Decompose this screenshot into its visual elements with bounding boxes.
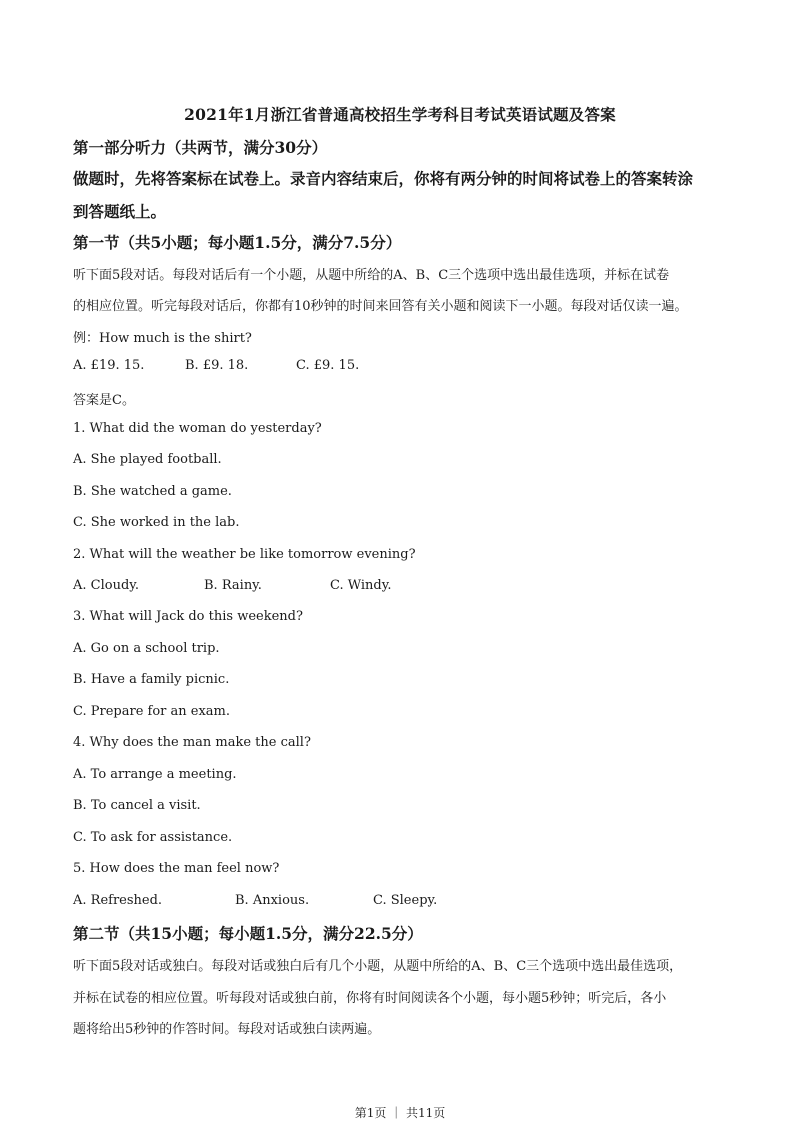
- q1-question: 1. What did the woman do yesterday?: [73, 421, 322, 436]
- q3-option-b: B. Have a family picnic.: [73, 672, 230, 687]
- section1-directions-line-1: 听下面5段对话。每段对话后有一个小题，从题中所给的A、B、C三个选项中选出最佳选项，并标在试卷: [73, 268, 670, 283]
- section2-directions-line-1: 听下面5段对话或独白。每段对话或独白后有几个小题，从题中所给的A、B、C三个选项中选出最佳选项，: [73, 959, 683, 974]
- example-answer: 答案是C。: [73, 393, 135, 408]
- q4-option-c: C. To ask for assistance.: [73, 830, 233, 845]
- q5-question: 5. How does the man feel now?: [73, 861, 280, 876]
- example-question: 例：How much is the shirt?: [73, 331, 252, 346]
- q5-option-a: A. Refreshed.: [73, 893, 163, 908]
- q4-option-a: A. To arrange a meeting.: [73, 767, 237, 782]
- q5-option-c: C. Sleepy.: [373, 893, 438, 908]
- section2-heading: 第二节（共15小题；每小题1.5分，满分22.5分）: [73, 924, 423, 943]
- q4-question: 4. Why does the man make the call?: [73, 735, 311, 750]
- q5-option-b: B. Anxious.: [235, 893, 310, 908]
- q4-option-b: B. To cancel a visit.: [73, 798, 201, 813]
- document-title: 2021年1月浙江省普通高校招生学考科目考试英语试题及答案: [184, 105, 616, 124]
- q2-option-b: B. Rainy.: [204, 578, 262, 593]
- example-option-b: B. £9. 18.: [185, 358, 249, 373]
- q2-option-a: A. Cloudy.: [73, 578, 140, 593]
- q3-option-c: C. Prepare for an exam.: [73, 704, 230, 719]
- section2-directions-line-3: 题将给出5秒钟的作答时间。每段对话或独白读两遍。: [73, 1022, 381, 1037]
- q1-option-b: B. She watched a game.: [73, 484, 232, 499]
- section1-heading: 第一节（共5小题；每小题1.5分，满分7.5分）: [73, 233, 402, 252]
- q2-option-c: C. Windy.: [330, 578, 392, 593]
- page-footer: 第1页 ｜ 共11页: [354, 1106, 446, 1120]
- q2-question: 2. What will the weather be like tomorrow evening?: [73, 547, 416, 562]
- example-option-a: A. £19. 15.: [73, 358, 145, 373]
- q3-option-a: A. Go on a school trip.: [73, 641, 220, 656]
- q1-option-c: C. She worked in the lab.: [73, 515, 240, 530]
- section2-directions-line-2: 并标在试卷的相应位置。听每段对话或独白前，你将有时间阅读各个小题，每小题5秒钟；听完后，各小: [73, 991, 667, 1006]
- section1-directions-line-2: 的相应位置。听完每段对话后，你都有10秒钟的时间来回答有关小题和阅读下一小题。每段对话仅读一遍。: [73, 299, 688, 314]
- q1-option-a: A. She played football.: [73, 452, 222, 467]
- example-option-c: C. £9. 15.: [296, 358, 360, 373]
- instruction-line-2: 到答题纸上。: [73, 202, 167, 221]
- q3-question: 3. What will Jack do this weekend?: [73, 609, 303, 624]
- instruction-line-1: 做题时，先将答案标在试卷上。录音内容结束后，你将有两分钟的时间将试卷上的答案转涂: [73, 169, 694, 188]
- part1-heading: 第一部分听力（共两节，满分30分）: [73, 138, 328, 157]
